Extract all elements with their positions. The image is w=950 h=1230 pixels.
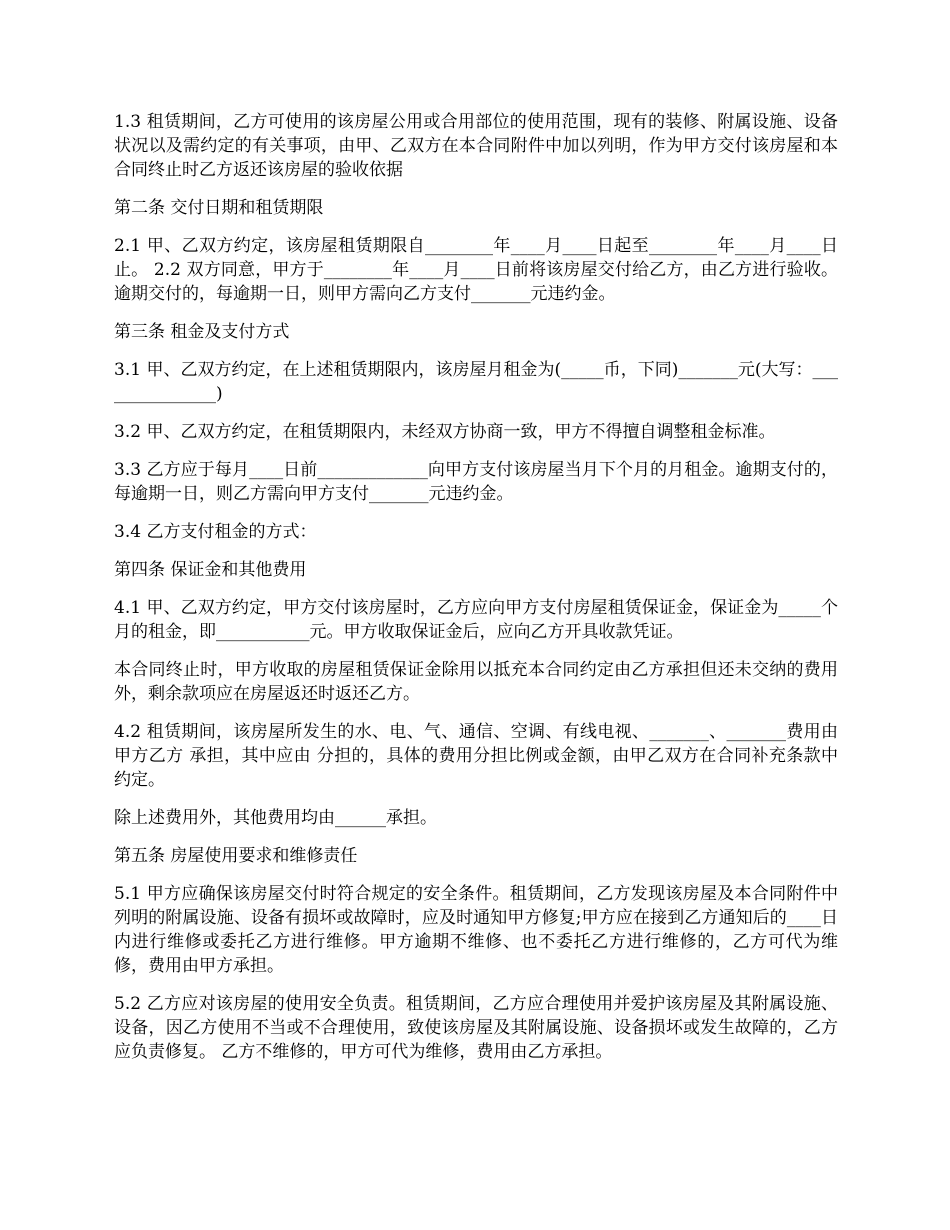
- clause-5-2: 5.2 乙方应对该房屋的使用安全负责。租赁期间，乙方应合理使用并爱护该房屋及其附属设施、设备，因乙方使用不当或不合理使用，致使该房屋及其附属设施、设备损坏或发生故障的，乙方应负责修复。 乙方不维修的，甲方可代为维修，费用由乙方承担。: [114, 994, 838, 1062]
- clause-4-2-other-fees: 除上述费用外，其他费用均由______承担。: [114, 808, 437, 828]
- clause-3-2: 3.2 甲、乙双方约定，在租赁期限内，未经双方协商一致，甲方不得擅自调整租金标准。: [114, 422, 776, 442]
- clause-3-3: 3.3 乙方应于每月____日前_____________向甲方支付该房屋当月下个月的月租金。逾期支付的，每逾期一日，则乙方需向甲方支付_______元违约金。: [114, 460, 838, 504]
- article-4-heading: 第四条 保证金和其他费用: [114, 560, 307, 580]
- clause-2-1: 2.1 甲、乙双方约定，该房屋租赁期限自________年____月____日起至________年____月____日止。 2.2 双方同意，甲方于________年____月____日前将该房屋交付给乙方，由乙方进行验收。逾期交付的，每逾期一日，则甲方需向乙方支付_______元违约金。: [114, 236, 838, 304]
- article-5-heading: 第五条 房屋使用要求和维修责任: [114, 846, 358, 866]
- clause-4-1-deposit-return: 本合同终止时，甲方收取的房屋租赁保证金除用以抵充本合同约定由乙方承担但还未交纳的费用外，剩余款项应在房屋返还时返还乙方。: [114, 660, 838, 704]
- clause-5-1: 5.1 甲方应确保该房屋交付时符合规定的安全条件。租赁期间，乙方发现该房屋及本合同附件中列明的附属设施、设备有损坏或故障时，应及时通知甲方修复;甲方应在接到乙方通知后的____日内进行维修或委托乙方进行维修。甲方逾期不维修、也不委托乙方进行维修的，乙方可代为维修，费用由甲方承担。: [114, 884, 838, 976]
- article-3-heading: 第三条 租金及支付方式: [114, 322, 290, 342]
- article-2-heading: 第二条 交付日期和租赁期限: [114, 198, 324, 218]
- clause-3-1: 3.1 甲、乙双方约定，在上述租赁期限内，该房屋月租金为(_____币，下同)_______元(大写：_______________): [114, 360, 838, 404]
- clause-1-3: 1.3 租赁期间，乙方可使用的该房屋公用或合用部位的使用范围，现有的装修、附属设施、设备状况以及需约定的有关事项，由甲、乙双方在本合同附件中加以列明，作为甲方交付该房屋和本合同终止时乙方返还该房屋的验收依据: [114, 112, 838, 180]
- clause-4-2: 4.2 租赁期间，该房屋所发生的水、电、气、通信、空调、有线电视、_______、_______费用由甲方乙方 承担，其中应由 分担的，具体的费用分担比例或金额，由甲乙双方在合同补充条款中约定。: [114, 722, 838, 790]
- clause-3-4: 3.4 乙方支付租金的方式：: [114, 522, 317, 542]
- clause-4-1: 4.1 甲、乙双方约定，甲方交付该房屋时，乙方应向甲方支付房屋租赁保证金，保证金为_____个月的租金，即___________元。甲方收取保证金后，应向乙方开具收款凭证。: [114, 598, 838, 642]
